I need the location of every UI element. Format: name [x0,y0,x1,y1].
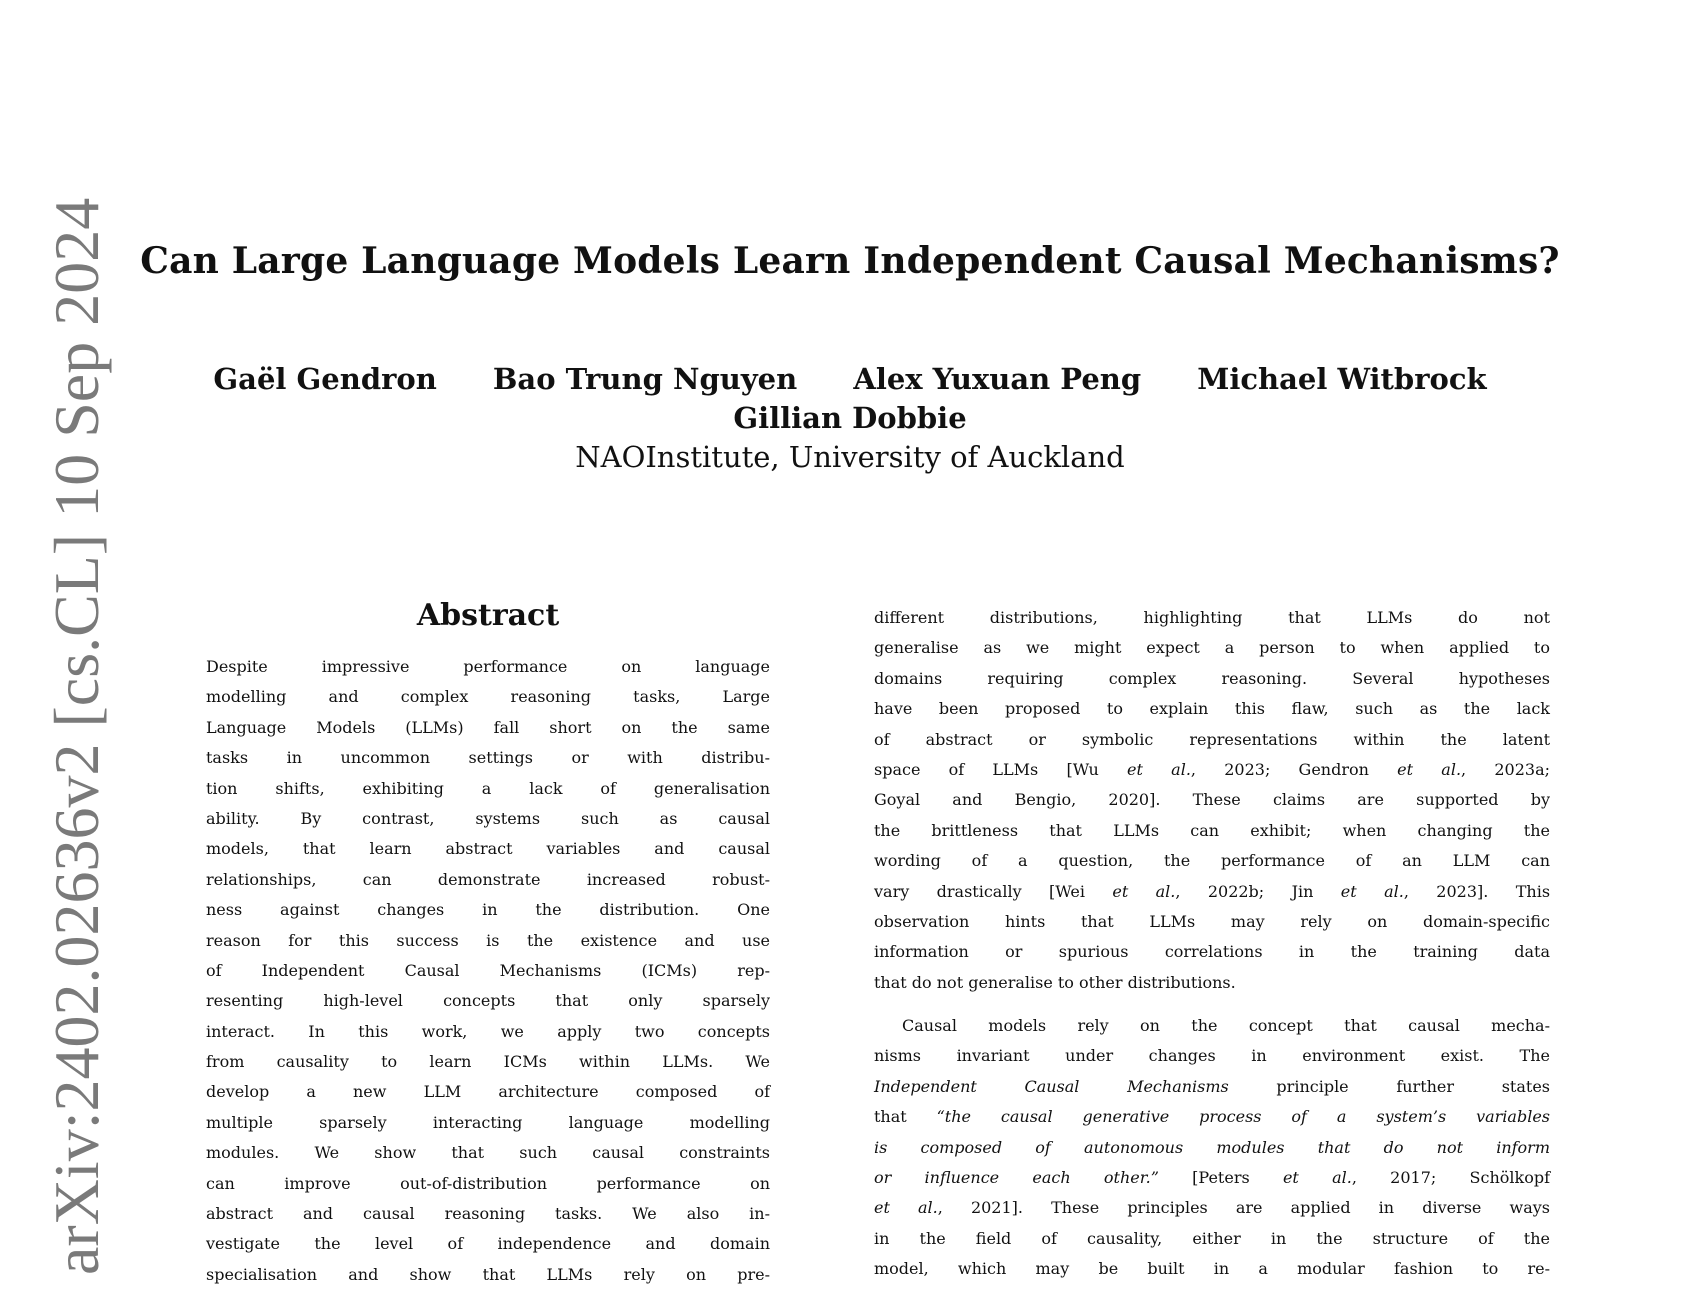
affiliation: NAOInstitute, University of Auckland [575,440,1125,474]
text-line: modelling and complex reasoning tasks, Large [206,687,770,707]
authors-row [0,362,1700,396]
text-line: relationships, can demonstrate increased robust- [206,869,770,889]
abstract-body [206,657,770,1295]
abstract-heading: Abstract [416,598,560,633]
text-line: in the field of causality, either in the structure of the [874,1228,1550,1248]
text-line: Despite impressive performance on language [206,657,770,676]
text-line: can improve out-of-distribution performance on [206,1173,770,1193]
text-line: interact. In this work, we apply two concepts [206,1021,770,1041]
right-column-paragraph-1 [874,608,1550,1003]
text-line: is composed of autonomous modules that do not inform [874,1137,1550,1157]
text-line: model, which may be built in a modular fashion to re- [874,1259,1550,1279]
author-name: Bao Trung Nguyen [492,362,798,396]
text-line: the brittleness that LLMs can exhibit; when changing the [874,820,1550,840]
right-column-paragraph-2 [874,1016,1550,1290]
text-line: Goyal and Bengio, 2020]. These claims are supported by [874,790,1550,810]
text-line: Causal models rely on the concept that causal mecha- [902,1016,1550,1035]
author-name: Michael Witbrock [1197,362,1487,396]
text-line: observation hints that LLMs may rely on domain-specific [874,911,1550,931]
text-line: specialisation and show that LLMs rely on pre- [206,1264,770,1284]
text-line: models, that learn abstract variables and causal [206,839,770,859]
text-line: of abstract or symbolic representations within the latent [874,729,1550,749]
text-line: or influence each other.” [Peters et al., 2017; Schölkopf [874,1167,1551,1187]
text-line: wording of a question, the performance of an LLM can [874,851,1550,871]
text-line: generalise as we might expect a person to when applied to [874,638,1550,658]
text-line: vestigate the level of independence and domain [206,1234,770,1254]
text-line: domains requiring complex reasoning. Several hypotheses [874,668,1550,688]
text-line: that “the causal generative process of a system’s variables [874,1107,1550,1127]
text-line: Language Models (LLMs) fall short on the same [206,717,770,737]
text-line: tasks in uncommon settings or with distribu- [206,748,770,768]
author-name: Gaël Gendron [213,362,437,396]
text-line: space of LLMs [Wu et al., 2023; Gendron et al., 2023a; [874,759,1551,779]
text-line: ness against changes in the distribution. One [206,900,770,920]
paper-title: Can Large Language Models Learn Independent Causal Mechanisms? [140,240,1560,282]
text-line: modules. We show that such causal constraints [206,1143,770,1163]
text-line: Independent Causal Mechanisms principle further states [874,1076,1551,1096]
text-line: abstract and causal reasoning tasks. We also in- [206,1204,770,1224]
text-line: vary drastically [Wei et al., 2022b; Jin et al., 2023]. This [874,881,1551,901]
text-line: reason for this success is the existence and use [206,930,770,950]
text-line: information or spurious correlations in the training data [874,942,1550,962]
text-line: tion shifts, exhibiting a lack of generalisation [206,778,770,798]
text-line: of Independent Causal Mechanisms (ICMs) rep- [206,960,770,980]
text-line: multiple sparsely interacting language modelling [206,1112,770,1132]
text-line: have been proposed to explain this flaw, such as the lack [874,699,1550,719]
text-line: resenting high-level concepts that only sparsely [206,991,770,1011]
text-line: different distributions, highlighting that LLMs do not [874,608,1550,627]
text-line: that do not generalise to other distributions. [874,972,1236,992]
text-line: ability. By contrast, systems such as causal [206,808,770,828]
author-name: Alex Yuxuan Peng [853,362,1142,396]
text-line: nisms invariant under changes in environment exist. The [874,1046,1550,1066]
text-line: develop a new LLM architecture composed of [206,1082,770,1102]
text-line: from causality to learn ICMs within LLMs. We [206,1052,770,1072]
arxiv-stamp: arXiv:2402.02636v2 [cs.CL] 10 Sep 2024 [41,197,112,1275]
author-name: Gillian Dobbie [733,401,967,435]
text-line: et al., 2021]. These principles are applied in diverse ways [874,1198,1550,1218]
